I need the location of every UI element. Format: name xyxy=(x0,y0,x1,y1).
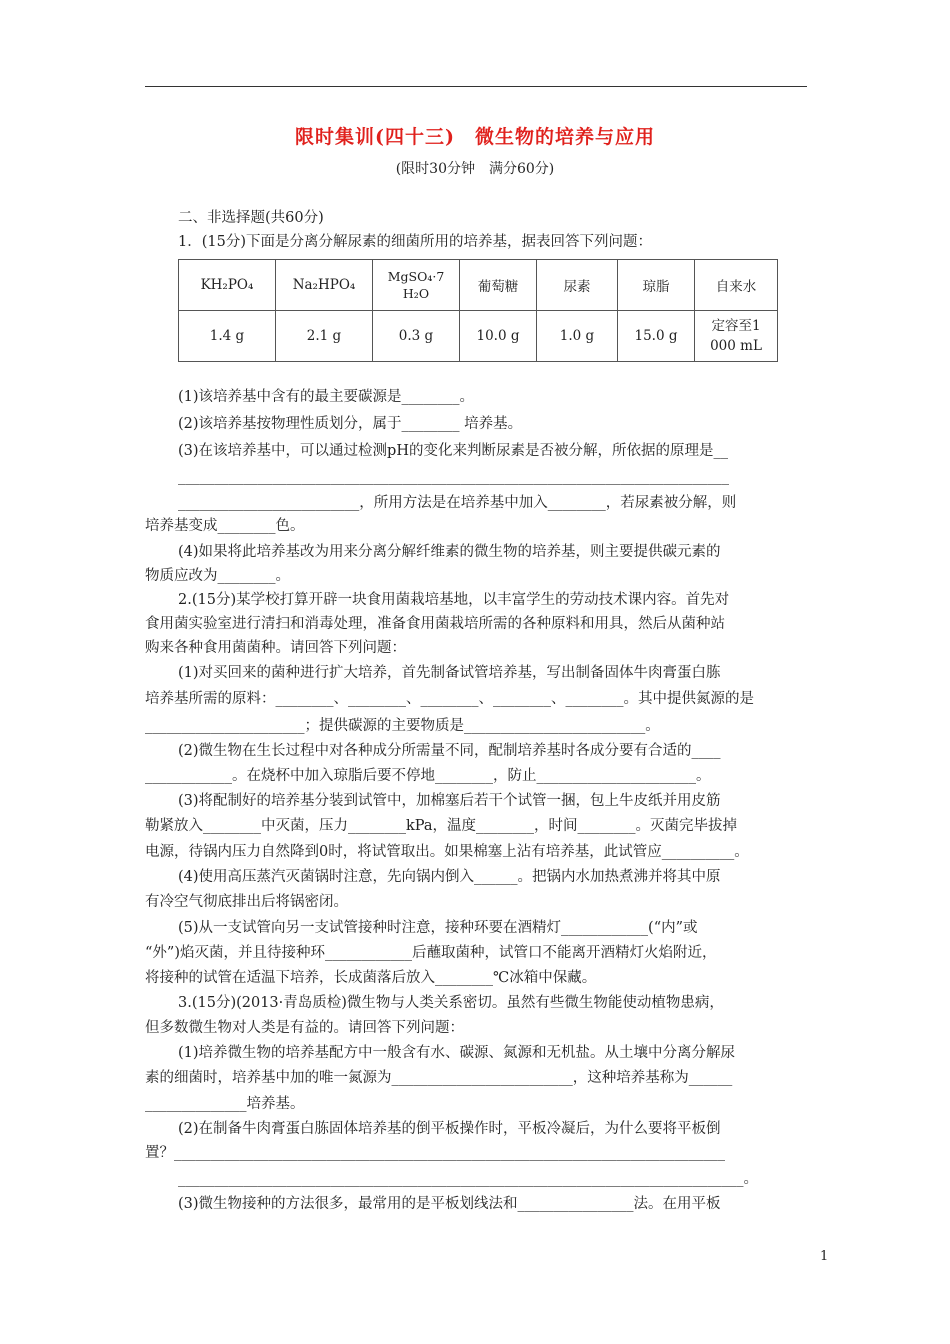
q3-line: ______________培养基。 xyxy=(145,1096,305,1112)
q2-line: (3)将配制好的培养基分装到试管中，加棉塞后若干个试管一捆，包上牛皮纸并用皮筋 xyxy=(178,793,721,809)
q2-line: ______________________；提供碳源的主要物质是_________________________。 xyxy=(145,718,660,734)
q2-line: 勒紧放入________中灭菌，压力________kPa，温度________，时间________。灭菌完毕拔掉 xyxy=(145,818,738,834)
table-header-cell: KH₂PO₄ xyxy=(179,260,276,311)
q2-line: (4)使用高压蒸汽灭菌锅时注意，先向锅内倒入______。把锅内水加热煮沸并将其中原 xyxy=(178,869,721,885)
q2-line: ____________。在烧杯中加入琼脂后要不停地________，防止______________________。 xyxy=(145,768,711,784)
q2-line: (5)从一支试管向另一支试管接种时注意，接种环要在酒精灯____________(“内”或 xyxy=(178,920,698,936)
table-cell: 15.0 g xyxy=(618,311,695,362)
page-subtitle: (限时30分钟 满分60分) xyxy=(395,161,555,177)
table-row xyxy=(179,311,778,362)
page-title: 限时集训(四十三) 微生物的培养与应用 xyxy=(295,126,655,148)
table-cell: 1.4 g xyxy=(179,311,276,362)
q2-line: 有冷空气彻底排出后将锅密闭。 xyxy=(145,894,348,910)
q2-line: 将接种的试管在适温下培养，长成菌落后放入________℃冰箱中保藏。 xyxy=(145,970,597,986)
q1-line: 培养基变成________色。 xyxy=(145,518,305,534)
medium-table xyxy=(178,259,778,362)
q3-line: 3.(15分)(2013·青岛质检)微生物与人类关系密切。虽然有些微生物能使动植物患病， xyxy=(178,995,724,1011)
table-header-cell: 琼脂 xyxy=(618,260,695,311)
table-cell: 定容至1 000 mL xyxy=(695,311,778,362)
table-cell: 0.3 g xyxy=(373,311,460,362)
table-cell: 2.1 g xyxy=(276,311,373,362)
q1-line: 物质应改为________。 xyxy=(145,568,290,584)
q2-line: 电源，待锅内压力自然降到0时，将试管取出。如果棉塞上沾有培养基，此试管应__________。 xyxy=(145,844,749,860)
q1-line: (2)该培养基按物理性质划分，属于________ 培养基。 xyxy=(178,416,523,432)
q3-line: ______________________________________________________________________________。 xyxy=(178,1171,758,1187)
q3-line: (2)在制备牛肉膏蛋白胨固体培养基的倒平板操作时，平板冷凝后，为什么要将平板倒 xyxy=(178,1121,721,1137)
q3-line: (1)培养微生物的培养基配方中一般含有水、碳源、氮源和无机盐。从土壤中分离分解尿 xyxy=(178,1045,736,1061)
table-header-cell: 自来水 xyxy=(695,260,778,311)
q1-line: (4)如果将此培养基改为用来分离分解纤维素的微生物的培养基，则主要提供碳元素的 xyxy=(178,544,721,560)
q3-line: 但多数微生物对人类是有益的。请回答下列问题： xyxy=(145,1020,464,1036)
q1-line: _________________________，所用方法是在培养基中加入________，若尿素被分解，则 xyxy=(178,495,737,511)
q2-line: “外”)焰灭菌，并且待接种环____________后蘸取菌种，试管口不能离开酒精灯火焰附近， xyxy=(145,945,717,961)
q2-line: 食用菌实验室进行清扫和消毒处理，准备食用菌栽培所需的各种原料和用具，然后从菌种站 xyxy=(145,616,725,632)
q3-line: (3)微生物接种的方法很多，最常用的是平板划线法和________________法。在用平板 xyxy=(178,1196,721,1212)
q2-line: (2)微生物在生长过程中对各种成分所需量不同，配制培养基时各成分要有合适的____ xyxy=(178,743,721,759)
q1-line: (3)在该培养基中，可以通过检测pH的变化来判断尿素是否被分解，所依据的原理是__ xyxy=(178,443,728,459)
page-number: 1 xyxy=(820,1249,829,1264)
q2-line: 购来各种食用菌菌种。请回答下列问题： xyxy=(145,640,406,656)
q1-line: ____________________________________________________________________________ xyxy=(178,469,729,485)
table-cell: 10.0 g xyxy=(460,311,537,362)
q3-line: 置？____________________________________________________________________________ xyxy=(145,1145,725,1161)
table-cell: 1.0 g xyxy=(537,311,618,362)
q2-line: 培养基所需的原料：________、________、________、________、________。其中提供氮源的是 xyxy=(145,691,754,707)
q1-line: (1)该培养基中含有的最主要碳源是________。 xyxy=(178,389,475,405)
q2-line: 2.(15分)某学校打算开辟一块食用菌栽培基地，以丰富学生的劳动技术课内容。首先对 xyxy=(178,592,730,608)
q2-line: (1)对买回来的菌种进行扩大培养，首先制备试管培养基，写出制备固体牛肉膏蛋白胨 xyxy=(178,665,721,681)
q1-intro: 1．(15分)下面是分离分解尿素的细菌所用的培养基，据表回答下列问题： xyxy=(178,234,652,250)
table-header-cell: 葡萄糖 xyxy=(460,260,537,311)
table-header-cell: Na₂HPO₄ xyxy=(276,260,373,311)
table-header-row xyxy=(179,260,778,311)
table-header-cell: MgSO₄·7 H₂O xyxy=(373,260,460,311)
top-rule xyxy=(145,86,807,87)
section-heading: 二、非选择题(共60分) xyxy=(178,210,324,226)
q3-line: 素的细菌时，培养基中加的唯一氮源为_________________________，这种培养基称为______ xyxy=(145,1070,733,1086)
table-header-cell: 尿素 xyxy=(537,260,618,311)
